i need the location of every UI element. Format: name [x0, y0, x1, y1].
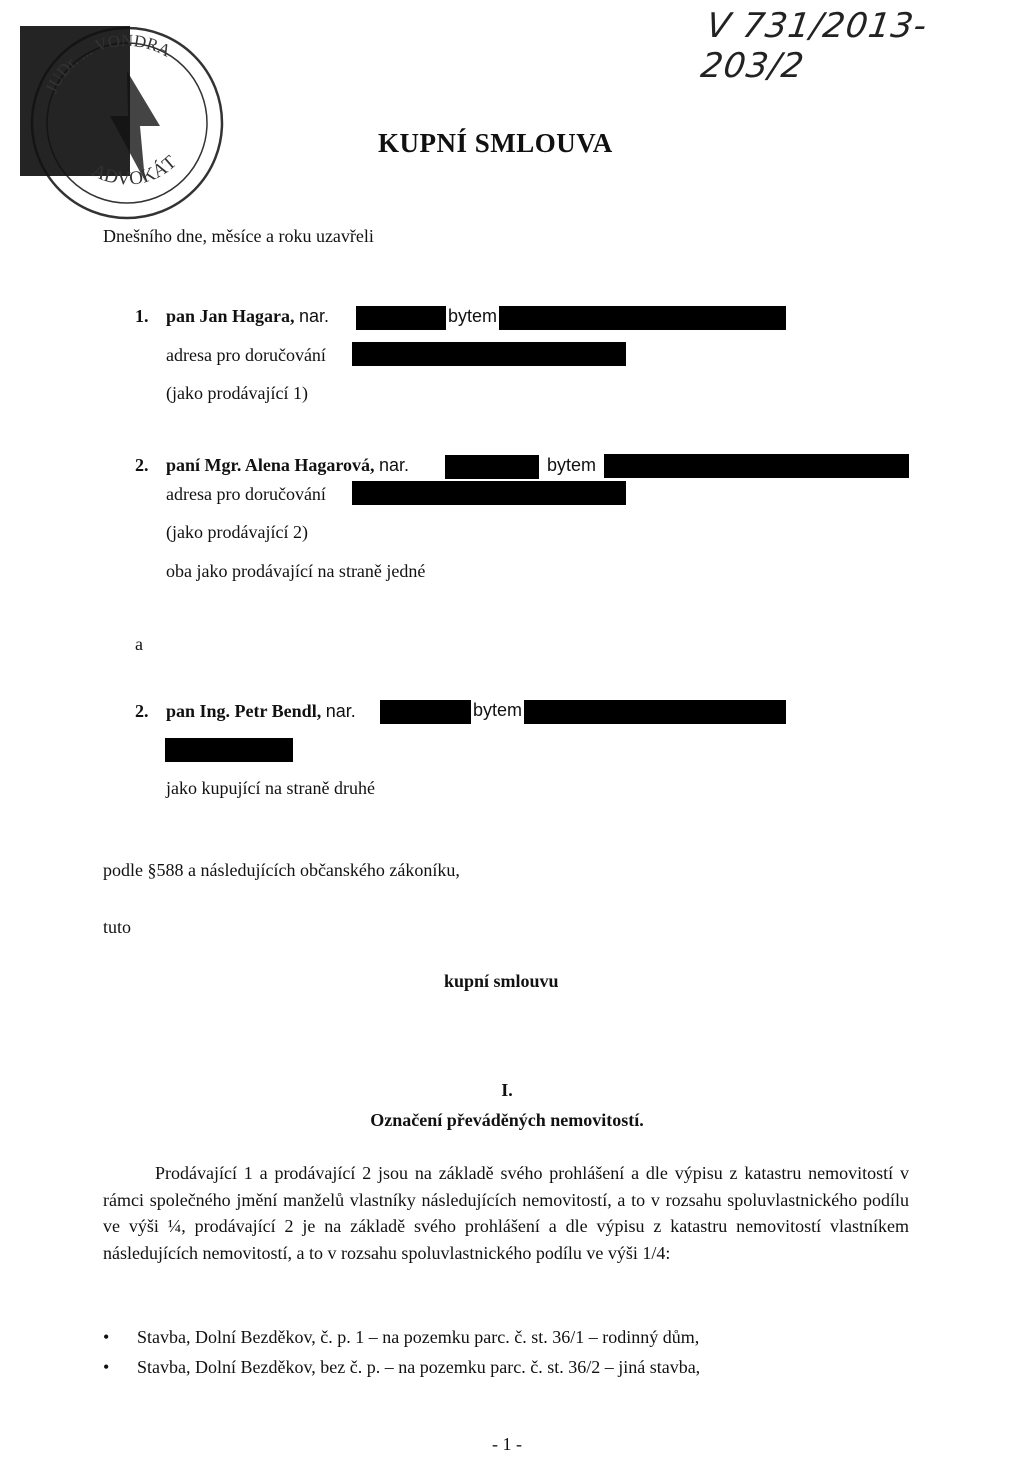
redaction-buyer-birthdate [380, 700, 471, 724]
party-2-role: (jako prodávající 2) [166, 522, 308, 542]
party-2-name [166, 455, 409, 476]
redaction-party-2-birthdate [445, 455, 539, 479]
stamp-text-bottom: ADVOKÁT [88, 151, 181, 190]
buyer-name [166, 701, 356, 722]
buyer-nar-label: nar. [325, 701, 356, 721]
party-1-role: (jako prodávající 1) [166, 383, 308, 403]
sellers-summary: oba jako prodávající na straně jedné [166, 561, 426, 581]
redaction-party-1-delivery-address [352, 342, 626, 366]
bullet-marker-1: • [103, 1327, 110, 1347]
buyer-name-text: pan Ing. Petr Bendl, [166, 701, 322, 721]
party-2-number: 2. [135, 455, 149, 475]
subtitle: kupní smlouvu [444, 971, 559, 991]
redaction-buyer-address-continued [165, 738, 293, 762]
buyer-role: jako kupující na straně druhé [166, 778, 375, 798]
tuto-text: tuto [103, 917, 132, 937]
party-2-name-text: paní Mgr. Alena Hagarová, [166, 455, 375, 475]
intro-text: Dnešního dne, měsíce a roku uzavřeli [103, 226, 374, 246]
party-1-number: 1. [135, 306, 149, 326]
party-1-bytem-label: bytem [448, 306, 498, 326]
redaction-party-1-birthdate [356, 306, 446, 330]
party-1-name-text: pan Jan Hagara, [166, 306, 295, 326]
redaction-buyer-address [524, 700, 786, 724]
section-number: I. [501, 1080, 513, 1100]
handwritten-file-reference: V 731/2013-203/2 [698, 6, 930, 86]
bullet-marker-2: • [103, 1357, 110, 1377]
document-title: KUPNÍ SMLOUVA [378, 128, 613, 158]
party-2-nar-label: nar. [379, 455, 410, 475]
party-1-name [166, 306, 329, 327]
party-2-bytem-label: bytem [547, 455, 597, 475]
party-1-address-label: adresa pro doručování [166, 345, 326, 365]
page-number: - 1 - [492, 1434, 522, 1454]
stamp-text-top: JUDr. ... VONDRA [41, 31, 174, 97]
redaction-party-2-delivery-address [352, 481, 626, 505]
redaction-party-1-address [499, 306, 786, 330]
property-item-1: Stavba, Dolní Bezděkov, č. p. 1 – na pozemku parc. č. st. 36/1 – rodinný dům, [137, 1327, 700, 1347]
lawyer-stamp [20, 16, 234, 230]
buyer-number: 2. [135, 701, 149, 721]
section-paragraph [103, 1160, 909, 1266]
section-paragraph-text: Prodávající 1 a prodávající 2 jsou na základě svého prohlášení a dle výpisu z katastru nemovitostí v rámci společného jmění manželů vlastníky následujících nemovitostí, a to v rozsahu spoluvlastnického podílu ve výši ¼, prodávající 2 je na základě svého prohlášení a dle výpisu z katastru nemovitostí vlastníkem následujících nemovitostí, a to v rozsahu spoluvlastnického podílu ve výši 1/4: [103, 1163, 909, 1263]
legal-basis: podle §588 a následujících občanského zákoníku, [103, 860, 460, 880]
section-title: Označení převáděných nemovitostí. [370, 1110, 644, 1130]
redaction-party-2-address [604, 454, 909, 478]
party-1-nar-label: nar. [299, 306, 330, 326]
property-item-2: Stavba, Dolní Bezděkov, bez č. p. – na pozemku parc. č. st. 36/2 – jiná stavba, [137, 1357, 701, 1377]
buyer-bytem-label: bytem [473, 700, 523, 720]
party-2-address-label: adresa pro doručování [166, 484, 326, 504]
conjunction: a [135, 634, 143, 654]
